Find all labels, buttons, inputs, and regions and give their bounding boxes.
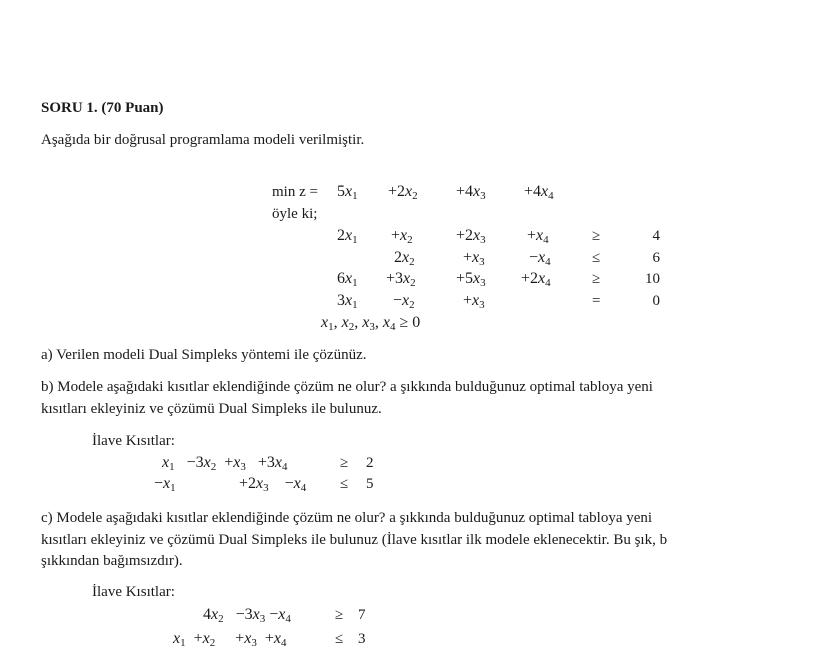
constraint-1-term-3: $+2x_3$ <box>456 227 486 246</box>
extra-constraints-b-label: İlave Kısıtlar: <box>92 433 175 449</box>
constraint-1-term-1: $2x_1$ <box>337 227 358 246</box>
extra-b-row-1: $x_1 -3x_2 +x_3 +3x_4$ <box>162 454 288 473</box>
constraint-3-sign: ≥ <box>592 271 601 287</box>
constraint-2-term-2: $2x_2$ <box>394 249 415 268</box>
extra-constraints-c-label: İlave Kısıtlar: <box>92 584 175 600</box>
extra-b-row-1-sign: ≥ <box>340 455 349 471</box>
constraint-3-term-2: $+3x_2$ <box>386 270 416 289</box>
constraint-4-term-1: $3x_1$ <box>337 292 358 311</box>
extra-c-row-1-rhs: 7 <box>358 607 366 623</box>
extra-c-row-2: $x_1 +x_2$ $+x_3 +x_4$ <box>173 630 287 649</box>
extra-c-row-1: $4x_2 -3x_3 -x_4$ <box>203 606 291 625</box>
part-c-line-1: c) Modele aşağıdaki kısıtlar eklendiğinde çözüm ne olur? a şıkkında bulduğunuz optimal tabloya yeni <box>41 510 653 526</box>
part-a-text: a) Verilen modeli Dual Simpleks yöntemi ile çözünüz. <box>41 347 367 363</box>
constraint-2-term-3: $+x_3$ <box>463 249 485 268</box>
extra-c-row-2-sign: ≤ <box>335 631 344 647</box>
nonnegativity-constraint: $x_1$, $x_2$, $x_3$, $x_4 \ge 0$ <box>321 314 421 333</box>
part-b-line-1: b) Modele aşağıdaki kısıtlar eklendiğinde çözüm ne olur? a şıkkında bulduğunuz optimal tabloya yeni <box>41 379 653 395</box>
extra-b-row-1-rhs: 2 <box>366 455 374 471</box>
extra-b-row-2: $-x_1$ <box>154 475 176 494</box>
part-b-line-2: kısıtları ekleyiniz ve çözümü Dual Simpleks ile bulunuz. <box>41 401 382 417</box>
objective-term-4: $+4x_4$ <box>524 183 554 202</box>
constraint-4-term-2: $-x_2$ <box>393 292 415 311</box>
constraint-1-term-4: $+x_4$ <box>527 227 549 246</box>
subject-to-label: öyle ki; <box>272 206 318 222</box>
constraint-3-rhs: 10 <box>645 271 660 287</box>
objective-term-3: $+4x_3$ <box>456 183 486 202</box>
constraint-1-term-2: $+x_2$ <box>391 227 413 246</box>
objective-label: min z = <box>272 184 318 200</box>
extra-b-row-2-sign: ≤ <box>340 476 349 492</box>
constraint-1-sign: ≥ <box>592 228 601 244</box>
part-c-line-3: şıkkından bağımsızdır). <box>41 553 183 569</box>
constraint-2-rhs: 6 <box>652 250 660 266</box>
constraint-4-sign: = <box>592 293 601 309</box>
extra-b-row-2-terms: $+2x_3$ $-x_4$ <box>239 475 307 494</box>
intro-text: Aşağıda bir doğrusal programlama modeli verilmiştir. <box>41 132 365 148</box>
constraint-2-sign: ≤ <box>592 250 601 266</box>
question-title: SORU 1. (70 Puan) <box>41 100 164 116</box>
extra-c-row-1-sign: ≥ <box>335 607 344 623</box>
part-c-line-2: kısıtları ekleyiniz ve çözümü Dual Simpleks ile bulunuz (İlave kısıtlar ilk modele eklenecektir. Bu şık, b <box>41 532 668 548</box>
extra-b-row-2-rhs: 5 <box>366 476 374 492</box>
constraint-4-rhs: 0 <box>652 293 660 309</box>
constraint-3-term-3: $+5x_3$ <box>456 270 486 289</box>
constraint-3-term-1: $6x_1$ <box>337 270 358 289</box>
extra-c-row-2-rhs: 3 <box>358 631 366 647</box>
constraint-4-term-3: $+x_3$ <box>463 292 485 311</box>
constraint-3-term-4: $+2x_4$ <box>521 270 551 289</box>
objective-term-2: $+2x_2$ <box>388 183 418 202</box>
constraint-2-term-4: $-x_4$ <box>529 249 551 268</box>
objective-term-1: $5x_1$ <box>337 183 358 202</box>
constraint-1-rhs: 4 <box>652 228 660 244</box>
